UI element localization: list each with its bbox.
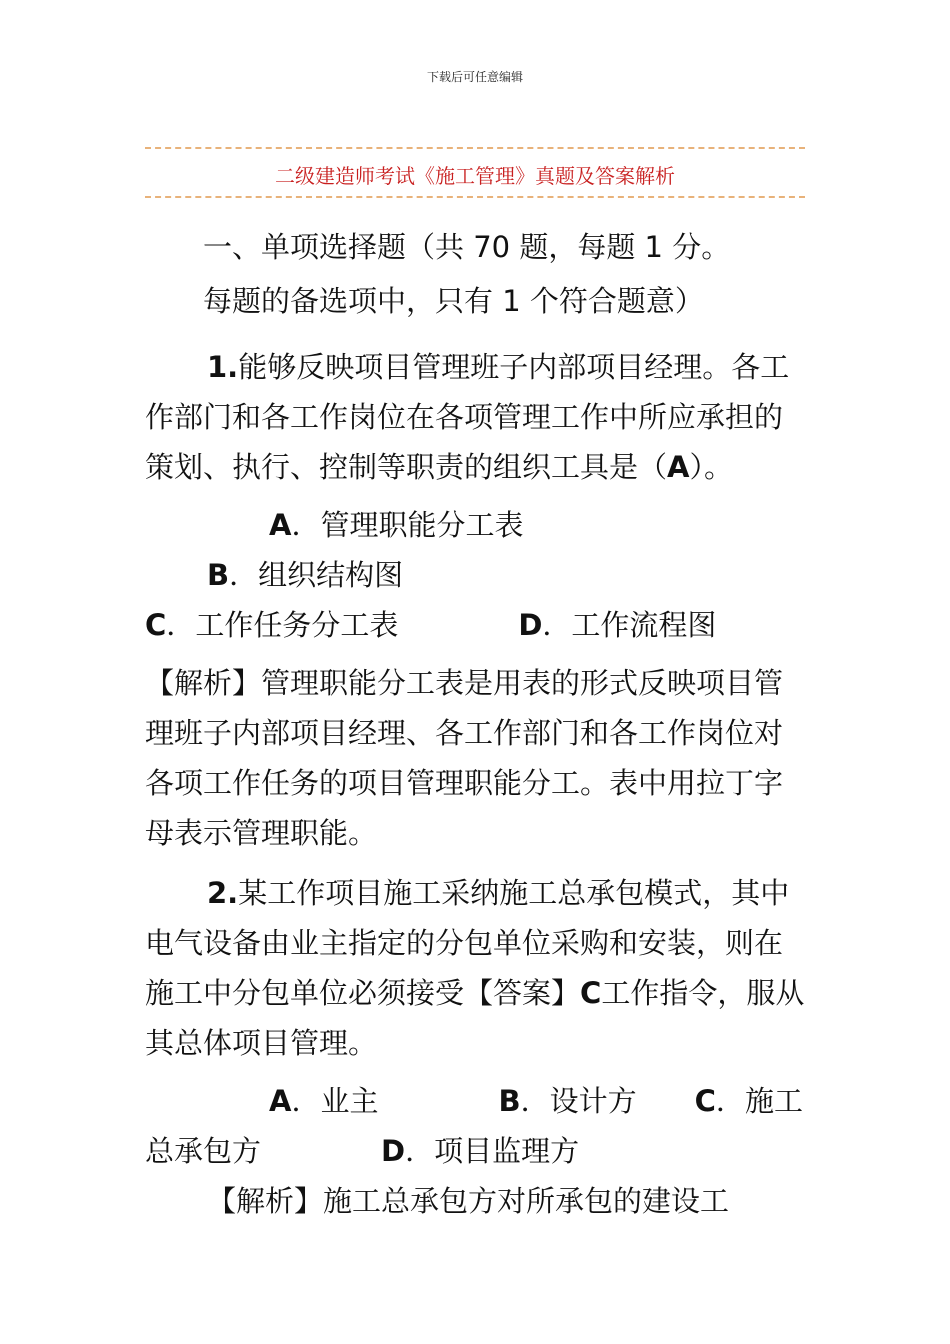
q1-option-c-text: 工作任务分工表	[195, 608, 399, 642]
question-2-text-end: 工作指令，服从其总体项目管理。	[145, 976, 805, 1060]
q2-option-d: D．项目监理方	[381, 1134, 580, 1168]
q1-option-d-text: 工作流程图	[571, 608, 717, 642]
q2-option-c-text: 施工总承包方	[145, 1084, 803, 1168]
question-2-analysis: 【解析】施工总承包方对所承包的建设工	[207, 1184, 730, 1218]
question-1-answer: A	[667, 450, 690, 484]
document-body	[145, 222, 810, 1226]
section-heading-line2: 每题的备选项中，只有 1 个符合题意）	[203, 284, 704, 318]
question-1-options	[145, 500, 810, 650]
question-1-text: 能够反映项目管理班子内部项目经理。各工作部门和各工作岗位在各项管理工作中所应承担的策划、执行、控制等职责的组织工具是（	[145, 350, 790, 484]
q1-option-b-text: 组织结构图	[258, 558, 404, 592]
q2-option-a-letter: A	[269, 1084, 292, 1118]
q1-option-b-letter: B	[207, 558, 230, 592]
question-1-analysis: 【解析】管理职能分工表是用表的形式反映项目管理班子内部项目经理、各工作部门和各工作岗位对各项工作任务的项目管理职能分工。表中用拉丁字母表示管理职能。	[145, 666, 784, 850]
question-2-number: 2.	[207, 876, 239, 910]
q2-option-d-letter: D	[381, 1134, 406, 1168]
q1-option-d: D．工作流程图	[518, 608, 717, 642]
title-rule-top	[145, 147, 805, 149]
q2-option-c: C．施工总承包方	[145, 1084, 803, 1168]
q2-option-a-text: 业主	[320, 1084, 379, 1118]
q2-option-b-text: 设计方	[549, 1084, 637, 1118]
q1-option-c-letter: C	[145, 608, 167, 642]
q2-option-c-letter: C	[694, 1084, 716, 1118]
question-2	[145, 868, 810, 1068]
q1-option-b: B．组织结构图	[207, 558, 404, 592]
question-1-text-end: ）。	[689, 450, 733, 484]
q2-option-b-letter: B	[498, 1084, 521, 1118]
q1-option-a: A．管理职能分工表	[269, 508, 524, 542]
question-2-answer: C	[580, 976, 602, 1010]
question-1-number: 1.	[207, 350, 239, 384]
q1-option-a-text: 管理职能分工表	[320, 508, 524, 542]
q1-option-a-letter: A	[269, 508, 292, 542]
title-rule-bottom	[145, 196, 805, 198]
q2-option-b: B．设计方	[498, 1084, 637, 1118]
q1-option-c: C．工作任务分工表	[145, 608, 399, 642]
header-note: 下载后可任意编辑	[426, 70, 523, 84]
q2-option-d-text: 项目监理方	[434, 1134, 580, 1168]
question-1	[145, 342, 810, 492]
question-2-options	[145, 1076, 810, 1176]
q2-option-a: A．业主	[269, 1084, 379, 1118]
section-heading-line1: 一、单项选择题（共 70 题，每题 1 分。	[203, 230, 731, 264]
document-title: 二级建造师考试《施工管理》真题及答案解析	[275, 164, 675, 188]
q1-option-d-letter: D	[518, 608, 543, 642]
question-2-text: 某工作项目施工采纳施工总承包模式，其中电气设备由业主指定的分包单位采购和安装，则在施工中分包单位必须接受【答案】	[145, 876, 790, 1010]
